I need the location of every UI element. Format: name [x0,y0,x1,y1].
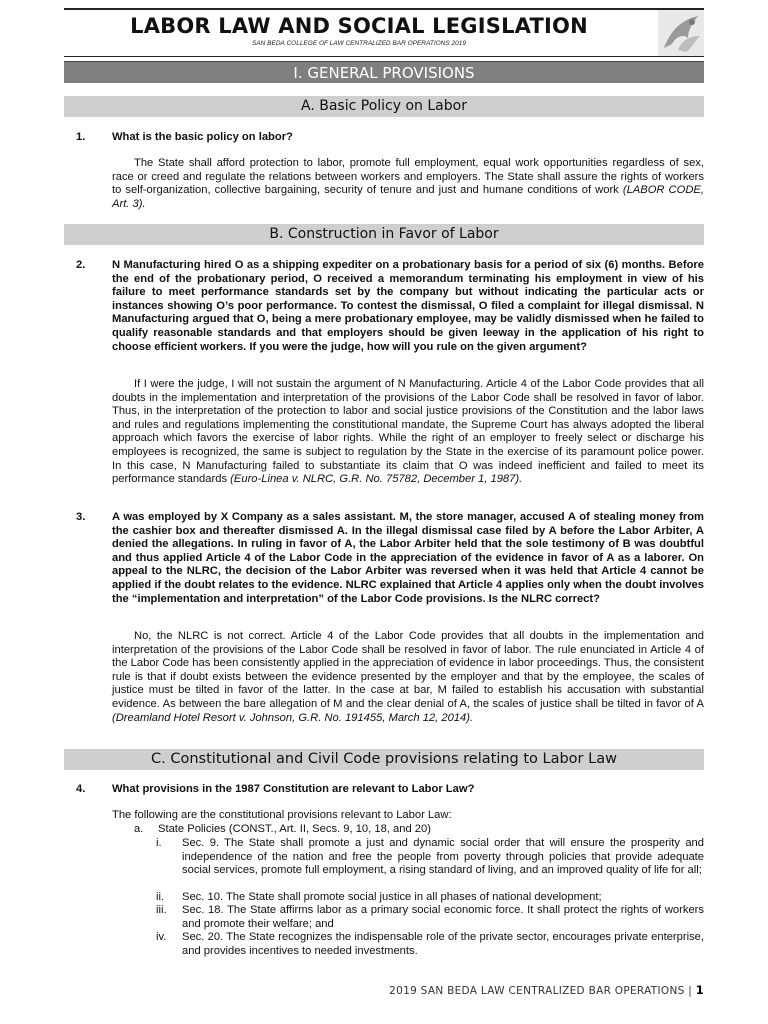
answer-citation: (Euro-Linea v. NLRC, G.R. No. 75782, December 1, 1987). [230,473,523,486]
answer-3 [112,630,704,725]
roman-item-i [156,837,704,878]
document-title: LABOR LAW AND SOCIAL LEGISLATION [130,14,588,38]
list-item-text: Sec. 18. The State affirms labor as a primary social economic force. It shall protect the rights of workers and promote their welfare; and [182,904,704,930]
question-4 [64,783,704,797]
answer-text: No, the NLRC is not correct. Article 4 of the Labor Code provides that all doubts in the implementation and interpretation of the provisions of the Labor Code shall be resolved in favor of labor. The rule enunciated in Article 4 of the Labor Code has been consistently applied in the appreciation of evidence in labor proceedings. Thus, the consistent rule is that if doubt exists between the evidence presented by the employer and that by the employee, the scales of justice must be tilted in favor of the latter. In the case at bar, M failed to establish his accusation with substantial evidence. As between the bare allegation of M and the clear denial of A, the scales of justice shall be tilted in favor of A [112,630,704,710]
answer-citation: (LABOR CODE, Art. 3). [112,184,704,210]
list-item-a [134,823,431,837]
list-marker: ii. [156,891,165,903]
footer-text: 2019 SAN BEDA LAW CENTRALIZED BAR OPERATIONS | [389,985,696,997]
question-number: 3. [76,511,86,523]
roman-item-iii [156,904,704,931]
list-intro: The following are the constitutional provisions relevant to Labor Law: [112,809,452,821]
list-item-label: State Policies (CONST., Art. II, Secs. 9, 10, 18, and 20) [158,823,431,835]
list-marker: iv. [156,931,167,943]
answer-citation: (Dreamland Hotel Resort v. Johnson, G.R. No. 191455, March 12, 2014). [112,711,474,724]
part-title: I. GENERAL PROVISIONS [64,61,704,83]
section-c-heading: C. Constitutional and Civil Code provisions relating to Labor Law [64,749,704,770]
question-text: N Manufacturing hired O as a shipping expediter on a probationary basis for a period of six (6) months. Before the end of the probationary period, O received a memorandum terminating his employment in view of his failure to meet performance standards set by the company but without indicating the particular acts or instances showing O’s poor performance. To contest the dismissal, O filed a complaint for illegal dismissal. N Manufacturing argued that O, being a mere probationary employee, may be validly dismissed when he failed to qualify reasonable standards and that employers should be given leeway in the application of his right to choose efficient workers. If you were the judge, how will you rule on the given argument? [112,259,704,353]
question-2 [64,259,704,354]
list-item-text: Sec. 20. The State recognizes the indispensable role of the private sector, encourages private enterprise, and provides incentives to needed investments. [182,931,704,957]
answer-text: The State shall afford protection to labor, promote full employment, equal work opportunities regardless of sex, race or creed and regulate the relations between workers and employers. The State shall assure the rights of workers to self-organization, collective bargaining, security of tenure and just and humane conditions of work [112,157,704,197]
question-number: 4. [76,783,86,795]
list-marker: a. [134,823,144,835]
question-text: What provisions in the 1987 Constitution are relevant to Labor Law? [112,783,475,795]
page-footer [64,983,704,1001]
page-number: 1 [695,983,704,997]
question-3 [64,511,704,606]
answer-1 [112,157,704,211]
question-number: 2. [76,259,86,271]
section-a-heading: A. Basic Policy on Labor [64,96,704,117]
section-b-heading: B. Construction in Favor of Labor [64,224,704,245]
roman-item-ii [156,891,704,905]
question-1 [64,131,704,145]
eagle-logo-icon [658,10,704,56]
question-number: 1. [76,131,86,143]
document-subtitle: SAN BEDA COLLEGE OF LAW CENTRALIZED BAR OPERATIONS 2019 [252,40,466,47]
question-text: What is the basic policy on labor? [112,131,293,143]
answer-2 [112,378,704,487]
list-item-text: Sec. 9. The State shall promote a just and dynamic social order that will ensure the prosperity and independence of the nation and free the people from poverty through policies that provide adequate social services, promote full employment, a rising standard of living, and an improved quality of life for all; [182,837,704,877]
answer-text: If I were the judge, I will not sustain the argument of N Manufacturing. Article 4 of the Labor Code provides that all doubts in the implementation and interpretation of the provisions of the Labor Code shall be resolved in favor of labor. Thus, in the interpretation of the protection to labor and social justice provisions of the Constitution and the labor laws and rules and regulations implementing the constitutional mandate, the Supreme Court has always adopted the liberal approach which favors the exercise of labor rights. While the right of an employer to freely select or discharge his employees is recognized, the same is subject to regulation by the State in the exercise of its paramount police power. In this case, N Manufacturing failed to substantiate its claim that O was indeed inefficient and failed to meet its performance standards [112,378,704,486]
roman-item-iv [156,931,704,958]
question-text: A was employed by X Company as a sales assistant. M, the store manager, accused A of stealing money from the cashier box and thereafter dismissed A. In the illegal dismissal case filed by A before the Labor Arbiter, A denied the allegations. In ruling in favor of A, the Labor Arbiter held that the sole testimony of B was doubtful and thus applied Article 4 of the Labor Code in the appreciation of the evidence in favor of A as a laborer. On appeal to the NLRC, the decision of the Labor Arbiter was reversed when it was held that Article 4 cannot be applied if the doubt relates to the evidence. NLRC explained that Article 4 applies only when the doubt involves the “implementation and interpretation” of the Labor Code provisions. Is the NLRC correct? [112,511,704,605]
list-marker: iii. [156,904,167,916]
page-header [64,8,704,57]
list-item-text: Sec. 10. The State shall promote social justice in all phases of national development; [182,891,602,903]
list-marker: i. [156,837,162,849]
